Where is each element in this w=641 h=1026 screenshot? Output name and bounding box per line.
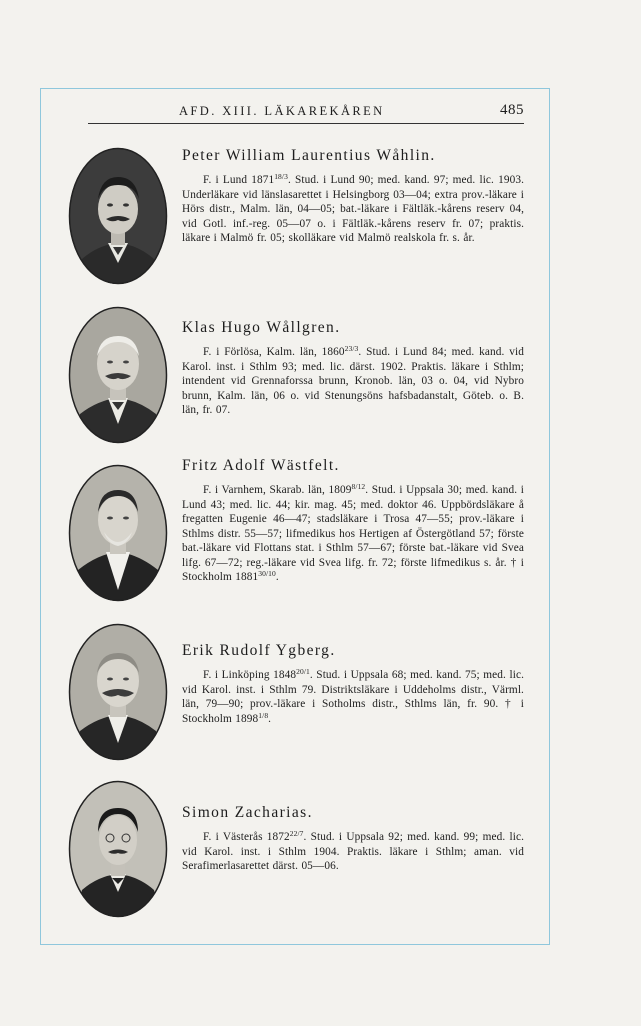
person-name: Klas Hugo Wållgren. [182,319,341,336]
biography-text: F. i Förlösa, Kalm. län, $1860^{23/3}$. Stud. i Lund 84; med. kand. vid Karol. inst. i Sthlm 93; med. lic. därst. 1902. Praktis. läkare i Sthlm; intendent vid Grennaforssa brunn, Kronob. län, 03 o. 04, vid Nybro brunn, Kalm. län, 06 o. vid Stenungsöns hafsbadanstalt, Göteb. o. B. län, fr. 07. [182,344,524,416]
portrait-photo [68,464,168,602]
person-name: Fritz Adolf Wästfelt. [182,457,340,474]
person-name: Simon Zacharias. [182,804,313,821]
biography-text: F. i Lund $1871^{18/3}$. Stud. i Lund 90; med. kand. 97; med. lic. 1903. Underläkare vid länslasarettet i Helsingborg 03—04; extra prov.-läkare i Hörs distr., Malm. län, 04—05; bat.-läkare i Fältläk.-kårens reserv 04, vid Gotl. inf.-reg. 05—07 o. i Fältläk.-kårens reserv fr. 07; praktis. läkare i Malmö fr. 05; skolläkare vid Malmö realskola fr. s. år. [182,172,524,244]
biography-text: F. i Västerås $1872^{22/7}$. Stud. i Uppsala 92; med. kand. 99; med. lic. vid Karol. inst. i Sthlm 1904. Praktis. läkare i Sthlm; aman. vid Serafimerlasarettet därst. 05—06. [182,829,524,872]
portrait-photo [68,623,168,761]
portrait-photo [68,306,168,444]
biography-text: F. i Linköping $1848^{20/1}$. Stud. i Uppsala 68; med. kand. 75; med. lic. vid Karol. inst. i Sthlm 79. Distriktsläkare i Uddeholms distr., Värml. län, 79—90; prov.-läkare i Sotholms distr., Sthlms län, fr. 90. † i Stockholm $1898^{1/8}$. [182,667,524,725]
biography-text: F. i Varnhem, Skarab. län, $1809^{8/12}$. Stud. i Uppsala 30; med. kand. i Lund 43; med. lic. 44; kir. mag. 45; med. doktor 46. Uppbördsläkare å fregatten Eugenie 46—47; stadsläkare i Trosa 47—55; prov.-läkare i Sthlms distr. 55—57; lifmedikus hos Hertigen af Östergötland 57; förste bat.-läkare vid Flottans stat. i Sthlm 57—67; förste bat.-läkare vid Svea lifg. 67—72; reg.-läkare vid Svea lifg. fr. 72; förste lifmedikus s. år. † i Stockholm $1881^{30/10}$. [182,482,525,583]
page-number: 485 [500,102,524,118]
person-name: Peter William Laurentius Wåhlin. [182,147,436,164]
header-title: AFD. XIII. LÄKAREKÅREN [179,104,385,118]
running-header [88,101,524,124]
portrait-photo [68,780,168,918]
portrait-photo [68,147,168,285]
person-name: Erik Rudolf Ygberg. [182,642,336,659]
